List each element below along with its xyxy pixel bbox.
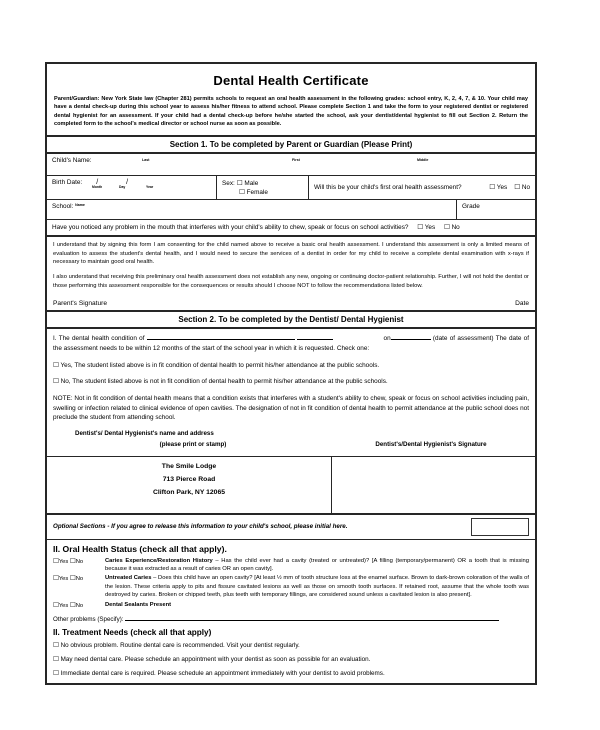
other-problems-input[interactable] — [125, 614, 500, 621]
oral-health-item-title: Dental Sealants Present — [105, 601, 172, 608]
parent-signature-row — [47, 298, 535, 310]
no-label: No — [75, 576, 84, 583]
yes-label: Yes — [58, 576, 69, 583]
checkbox-icon[interactable]: ☐ — [69, 574, 76, 583]
checkbox-icon[interactable]: ☐ — [53, 640, 59, 649]
dentist-address-block — [47, 457, 332, 513]
fit-condition-no-label: No, The student listed above is not in fit condition of dental health to permit his/her attendance at the public schools. — [60, 378, 388, 386]
yes-label: Yes — [496, 184, 508, 192]
dentist-address-row — [47, 456, 535, 515]
sex-label: Sex: — [222, 179, 235, 187]
oral-health-item-text — [105, 601, 529, 610]
optional-sections-body — [47, 540, 535, 683]
birth-month-label: Month — [92, 184, 103, 189]
treatment-need-option[interactable] — [53, 641, 529, 649]
oral-health-item-title: Caries Experience/Restoration History — [105, 557, 213, 564]
oral-health-status-heading: II. Oral Health Status (check all that apply). — [53, 543, 227, 554]
checkbox-icon[interactable]: ☐ — [443, 222, 450, 231]
practice-street: 713 Pierce Road — [162, 475, 216, 483]
consent-paragraph-1: I understand that by signing this form I am consenting for the child named above to receive a basic oral health assessment. I understand this assessment is only a limited means of evaluation to assess the student's dental health, and I would need to secure the services of a dentist in order for my child to receive a complete dental examination with x-rays if necessary to maintain good oral health. — [53, 241, 529, 266]
fit-condition-note: NOTE: Not in fit condition of dental health means that a condition exists that interferes with a student's ability to chew, speak or focus on school activities including pain, swelling or infection related to clinical evidence of open cavities. The designation of not in fit condition of dental health to permit attendance at the public school does not preclude the student from attending school. — [53, 395, 529, 422]
assessment-date-blank[interactable] — [391, 333, 431, 340]
checkbox-icon[interactable]: ☐ — [239, 187, 245, 196]
consent-paragraph-2: I also understand that receiving this preliminary oral health assessment does not establish any new, ongoing or continuing doctor-patient relationship. Further, I will not hold the dentist or those performing this assessment responsible for the consequences or results should I choose NOT to follow the recommendations listed below. — [53, 274, 529, 289]
checkbox-icon[interactable]: ☐ — [53, 556, 59, 565]
checkbox-icon[interactable]: ☐ — [514, 183, 521, 192]
school-name-hint: Name — [75, 202, 85, 207]
student-name-blank[interactable] — [147, 333, 295, 340]
assessment-lead-suffix: (date of assessment) The date of the assessment needs to be within 12 months of the start of the school year in which it is requested. Check one: — [53, 335, 530, 353]
first-assessment-question: Will this be your child's first oral health assessment? — [314, 183, 462, 191]
birth-date-slash-1: / — [96, 178, 99, 186]
other-problems-label: Other problems (Specify): — [53, 615, 124, 623]
section-1-heading: Section 1. To be completed by Parent or Guardian (Please Print) — [47, 135, 535, 154]
child-name-label: Child's Name: — [52, 156, 92, 164]
mouth-problem-no-option[interactable] — [444, 224, 460, 231]
page-title: Dental Health Certificate — [213, 73, 369, 88]
checkbox-icon[interactable]: ☐ — [489, 183, 496, 192]
mouth-problem-row — [47, 220, 535, 237]
no-label: No — [521, 184, 530, 192]
oral-health-item-text — [105, 574, 529, 599]
birth-date-label: Birth Date: — [52, 178, 83, 186]
other-problems-row — [53, 614, 529, 623]
checkbox-icon[interactable]: ☐ — [53, 360, 59, 369]
dental-health-certificate-form — [45, 62, 537, 685]
school-label: School: — [52, 202, 74, 210]
oral-health-item — [53, 601, 529, 610]
child-name-row — [47, 154, 535, 176]
oral-health-item-text — [105, 557, 529, 574]
treatment-need-label: Immediate dental care is required. Please schedule an appointment immediately with your dentist to avoid problems. — [60, 669, 385, 677]
treatment-needs-heading: II. Treatment Needs (check all that apply) — [53, 627, 212, 637]
section-2-heading: Section 2. To be completed by the Dentist/ Dental Hygienist — [47, 310, 535, 329]
fit-condition-yes-label: Yes, The student listed above is in fit condition of dental health to permit his/her attendance at the public schools. — [60, 361, 380, 369]
first-assessment-yes-option[interactable] — [489, 183, 507, 191]
grade-cell — [457, 200, 535, 219]
mouth-problem-question: Have you noticed any problem in the mouth that interferes with your child's ability to chew, speak or focus on school activities? — [52, 223, 409, 231]
mouth-problem-yes-option[interactable] — [417, 224, 437, 231]
oral-health-item-desc: – Has the child ever had a cavity (treated or untreated)? [A filling (temporary/permanent) OR a tooth that is missing because it was extracted as a result of caries OR an open cavity]. — [105, 557, 529, 572]
child-name-cell — [47, 154, 535, 167]
assessment-lead-prefix: I. The dental health condition of — [53, 335, 145, 343]
assessment-lead-line — [53, 333, 529, 353]
birth-day-label: Day — [119, 184, 126, 189]
birth-sex-assessment-row — [47, 176, 535, 200]
sex-female-option[interactable] — [239, 188, 303, 196]
initial-input[interactable] — [471, 518, 529, 536]
fit-condition-no-option[interactable] — [53, 377, 529, 387]
yes-label: Yes — [58, 602, 69, 609]
treatment-need-option[interactable] — [53, 669, 529, 677]
checkbox-icon[interactable]: ☐ — [53, 574, 59, 583]
treatment-need-label: No obvious problem. Routine dental care is recommended. Visit your dentist regularly. — [60, 641, 300, 649]
oral-health-item-desc: – Does this child have an open cavity? [At least ½ mm of tooth structure loss at the enamel surface. Brown to dark-brown coloration of the walls of the lesion. These criteria apply to pits and fissure cavitated lesions as well as those on smooth tooth surfaces. If retained root, assume that the whole tooth was destroyed by caries. Broken or chipped teeth, plus teeth with temporary fillings, are considered sound unless a cavitated lesion is also present]. — [105, 575, 529, 599]
oral-health-item-options[interactable] — [53, 557, 105, 574]
name-middle-label: Middle — [417, 157, 429, 162]
yes-label: Yes — [58, 558, 69, 565]
birth-year-label: Year — [146, 184, 154, 189]
dentist-signature-label: Dentist's/Dental Hygienist's Signature — [375, 441, 487, 449]
checkbox-icon[interactable]: ☐ — [53, 654, 59, 663]
checkbox-icon[interactable]: ☐ — [53, 668, 59, 677]
checkbox-icon[interactable]: ☐ — [53, 377, 59, 386]
practice-city: Clifton Park, NY 12065 — [152, 488, 226, 496]
checkbox-icon[interactable]: ☐ — [69, 556, 76, 565]
oral-health-item-options[interactable] — [53, 574, 105, 599]
no-label: No — [451, 223, 460, 231]
parent-signature-label[interactable]: Parent's Signature — [53, 300, 108, 308]
intro-paragraph: Parent/Guardian: New York State law (Chapter 281) permits schools to request an oral health assessment in the following grades: school entry, K, 2, 4, 7, & 10. Your child may have a dental check-up during this school year to assess his/her fitness to attend school. Please complete Section 1 and take the form to your registered dentist or registered dental hygienist for an assessment. If your child had a dental check-up before he/she started the school, ask your dentist/dental hygienist to fill out Section 2. Return the completed form to the school's medical director or school nurse as soon as possible. — [54, 96, 528, 128]
oral-health-item-options[interactable] — [53, 601, 105, 610]
school-cell — [47, 200, 457, 219]
name-first-label: First — [292, 157, 300, 162]
optional-release-note: Optional Sections - If you agree to release this information to your child's school, please initial here. — [53, 523, 348, 531]
yes-label: Yes — [424, 223, 436, 231]
birth-date-cell — [47, 176, 217, 199]
sex-male-option[interactable] — [237, 179, 258, 187]
assessment-on-label: on — [383, 335, 391, 343]
birth-date-slash-2: / — [126, 178, 129, 186]
fit-condition-yes-option[interactable] — [53, 361, 529, 371]
date-label[interactable]: Date — [515, 300, 529, 308]
practice-name: The Smile Lodge — [161, 462, 217, 470]
grade-label: Grade — [462, 202, 480, 210]
section-2-body — [47, 329, 535, 455]
checkbox-icon[interactable]: ☐ — [236, 178, 243, 187]
address-signature-headers — [53, 440, 529, 451]
sex-male-label: Male — [244, 179, 259, 187]
checkbox-icon[interactable]: ☐ — [417, 222, 424, 231]
dentist-signature-field[interactable] — [332, 457, 535, 513]
checkbox-icon[interactable]: ☐ — [53, 600, 59, 609]
school-grade-row — [47, 200, 535, 220]
optional-release-row — [47, 515, 535, 540]
print-or-stamp-label: (please print or stamp) — [159, 441, 227, 449]
dentist-name-address-label: Dentist's/ Dental Hygienist's name and address — [75, 429, 214, 437]
name-last-label: Last — [142, 157, 150, 162]
consent-block — [47, 237, 535, 298]
sex-female-label: Female — [246, 188, 268, 196]
no-label: No — [75, 558, 84, 565]
first-assessment-no-option[interactable] — [514, 183, 530, 191]
first-assessment-cell — [309, 176, 535, 199]
checkbox-icon[interactable]: ☐ — [69, 600, 76, 609]
oral-health-item — [53, 574, 529, 599]
sex-cell — [217, 176, 309, 199]
no-label: No — [75, 602, 84, 609]
treatment-need-label: May need dental care. Please schedule an appointment with your dentist as soon as possible for an evaluation. — [60, 655, 371, 663]
oral-health-item-title: Untreated Caries — [105, 575, 152, 582]
treatment-need-option[interactable] — [53, 655, 529, 663]
oral-health-item — [53, 557, 529, 574]
extra-blank[interactable] — [297, 333, 333, 340]
